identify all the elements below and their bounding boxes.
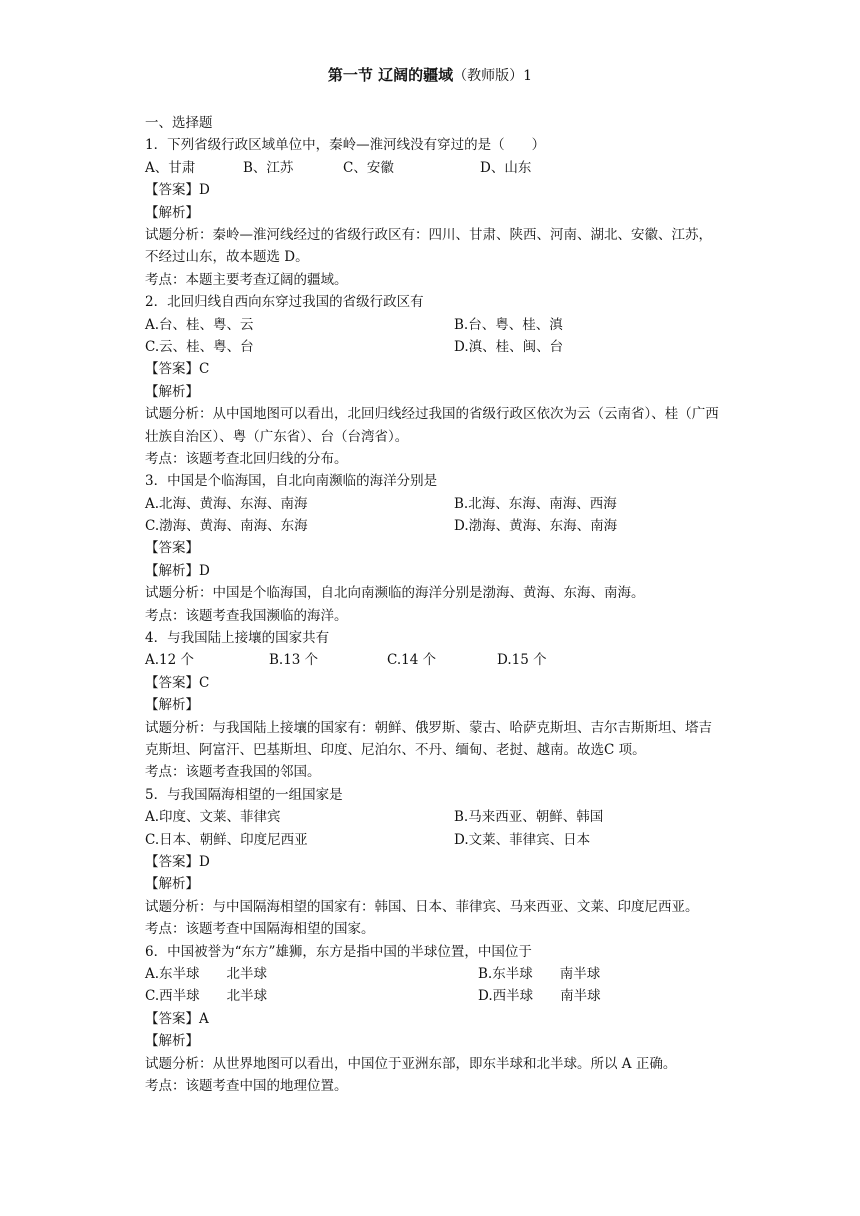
- option-c: C.云、桂、粤、台: [145, 338, 254, 355]
- option-a: A.印度、文莱、菲律宾: [145, 809, 281, 826]
- analysis-value: D: [199, 562, 210, 579]
- option-b: B.东半球 南半球: [478, 965, 601, 982]
- knowledge-point: 考点：该题考查中国隔海相望的国家。: [145, 921, 375, 938]
- document-body: [145, 112, 725, 1097]
- analysis-label-line: [145, 873, 725, 895]
- analysis-text: 试题分析：从中国地图可以看出，北回归线经过我国的省级行政区依次为云（云南省）、桂（广西壮族自治区）、粤（广东省）、台（台湾省）。: [145, 406, 719, 445]
- answer-line: [145, 851, 725, 873]
- question-stem: 4．与我国陆上接壤的国家共有: [145, 630, 330, 647]
- answer-label: 【答案】: [145, 182, 199, 199]
- options-row: [145, 806, 725, 828]
- analysis-label: 【解析】: [145, 383, 199, 400]
- options-row: [145, 649, 725, 671]
- answer-value: D: [199, 854, 210, 870]
- analysis-label: 【解析】: [145, 697, 199, 714]
- question-3: [145, 470, 725, 627]
- option-b: B.北海、东海、南海、西海: [454, 495, 617, 512]
- analysis-label: 【解析】: [145, 204, 199, 221]
- analysis-label-line: [145, 202, 725, 224]
- option-d: D.渤海、黄海、东海、南海: [454, 518, 618, 535]
- option-d: D.15 个: [497, 652, 547, 669]
- option-a: A.东半球 北半球: [145, 965, 268, 982]
- knowledge-point: 考点：该题考查我国濒临的海洋。: [145, 607, 348, 624]
- option-d: D.西半球 南半球: [478, 988, 601, 1005]
- options-row: [145, 829, 725, 851]
- analysis-text: 试题分析：与中国隔海相望的国家有：韩国、日本、菲律宾、马来西亚、文莱、印度尼西亚。: [145, 898, 699, 915]
- options-row: [145, 985, 725, 1007]
- option-c: C.14 个: [387, 652, 437, 669]
- option-a: A、甘肃: [145, 159, 196, 176]
- answer-label: 【答案】: [145, 540, 199, 557]
- question-1: [145, 134, 725, 291]
- option-a: A.12 个: [145, 652, 195, 669]
- answer-value: C: [199, 361, 210, 378]
- options-row: [145, 157, 725, 179]
- title-main: 第一节 辽阔的疆域: [327, 66, 454, 84]
- answer-line: [145, 179, 725, 201]
- section-heading: 一、选择题: [145, 115, 213, 131]
- option-a: A.台、桂、粤、云: [145, 316, 254, 333]
- document-title: [0, 64, 860, 87]
- options-row: [145, 493, 725, 515]
- option-c: C.日本、朝鲜、印度尼西亚: [145, 831, 308, 848]
- knowledge-point: 考点：该题考查我国的邻国。: [145, 764, 321, 781]
- answer-value: A: [199, 1010, 209, 1027]
- answer-label: 【答案】: [145, 854, 199, 870]
- option-b: B、江苏: [243, 159, 294, 176]
- answer-line: [145, 1008, 725, 1030]
- analysis-label-line: [145, 1030, 725, 1052]
- option-d: D.滇、桂、闽、台: [454, 338, 564, 355]
- analysis-text: 试题分析：从世界地图可以看出，中国位于亚洲东部，即东半球和北半球。所以 A 正确。: [145, 1055, 677, 1072]
- answer-label: 【答案】: [145, 1010, 199, 1027]
- knowledge-point: 考点：本题主要考查辽阔的疆域。: [145, 271, 348, 288]
- analysis-label: 【解析】: [145, 1033, 199, 1050]
- options-row: [145, 336, 725, 358]
- options-row: [145, 314, 725, 336]
- analysis-label: 【解析】: [145, 562, 199, 579]
- answer-value: C: [199, 674, 210, 691]
- option-b: B.13 个: [269, 652, 319, 669]
- analysis-label-line: [145, 381, 725, 403]
- options-row: [145, 963, 725, 985]
- question-2: [145, 291, 725, 470]
- analysis-text: 试题分析：秦岭—淮河线经过的省级行政区有：四川、甘肃、陕西、河南、湖北、安徽、江苏，不经过山东，故本题选 D。: [145, 226, 712, 266]
- option-b: B.台、粤、桂、滇: [454, 316, 563, 333]
- analysis-label-line: [145, 694, 725, 716]
- analysis-label-line: [145, 560, 725, 582]
- knowledge-point: 考点：该题考查中国的地理位置。: [145, 1077, 348, 1094]
- question-6: [145, 941, 725, 1098]
- options-row: [145, 515, 725, 537]
- option-d: D、山东: [480, 159, 532, 176]
- answer-value: D: [199, 182, 210, 199]
- answer-line: [145, 537, 725, 559]
- question-stem: 2．北回归线自西向东穿过我国的省级行政区有: [145, 294, 424, 311]
- option-c: C、安徽: [343, 159, 394, 176]
- option-d: D.文莱、菲律宾、日本: [454, 831, 591, 848]
- option-b: B.马来西亚、朝鲜、韩国: [454, 809, 604, 826]
- answer-line: [145, 672, 725, 694]
- answer-label: 【答案】: [145, 674, 199, 691]
- knowledge-point: 考点：该题考查北回归线的分布。: [145, 450, 348, 467]
- answer-label: 【答案】: [145, 361, 199, 378]
- analysis-label: 【解析】: [145, 876, 199, 893]
- title-suffix: （教师版）1: [453, 68, 533, 84]
- question-4: [145, 627, 725, 784]
- question-stem: 3．中国是个临海国，自北向南濒临的海洋分别是: [145, 473, 438, 490]
- question-stem: 5．与我国隔海相望的一组国家是: [145, 786, 343, 803]
- question-stem: 6．中国被誉为“东方”雄狮，东方是指中国的半球位置，中国位于: [145, 943, 532, 960]
- question-5: [145, 784, 725, 941]
- answer-line: [145, 358, 725, 380]
- analysis-text: 试题分析：中国是个临海国，自北向南濒临的海洋分别是渤海、黄海、东海、南海。: [145, 585, 645, 602]
- analysis-text: 试题分析：与我国陆上接壤的国家有：朝鲜、俄罗斯、蒙古、哈萨克斯坦、吉尔吉斯斯坦、塔吉克斯坦、阿富汗、巴基斯坦、印度、尼泊尔、不丹、缅甸、老挝、越南。故选C 项。: [145, 719, 712, 759]
- question-stem: 1．下列省级行政区域单位中，秦岭—淮河线没有穿过的是（ ）: [145, 137, 546, 154]
- option-c: C.西半球 北半球: [145, 988, 268, 1005]
- option-c: C.渤海、黄海、南海、东海: [145, 518, 308, 535]
- option-a: A.北海、黄海、东海、南海: [145, 495, 308, 512]
